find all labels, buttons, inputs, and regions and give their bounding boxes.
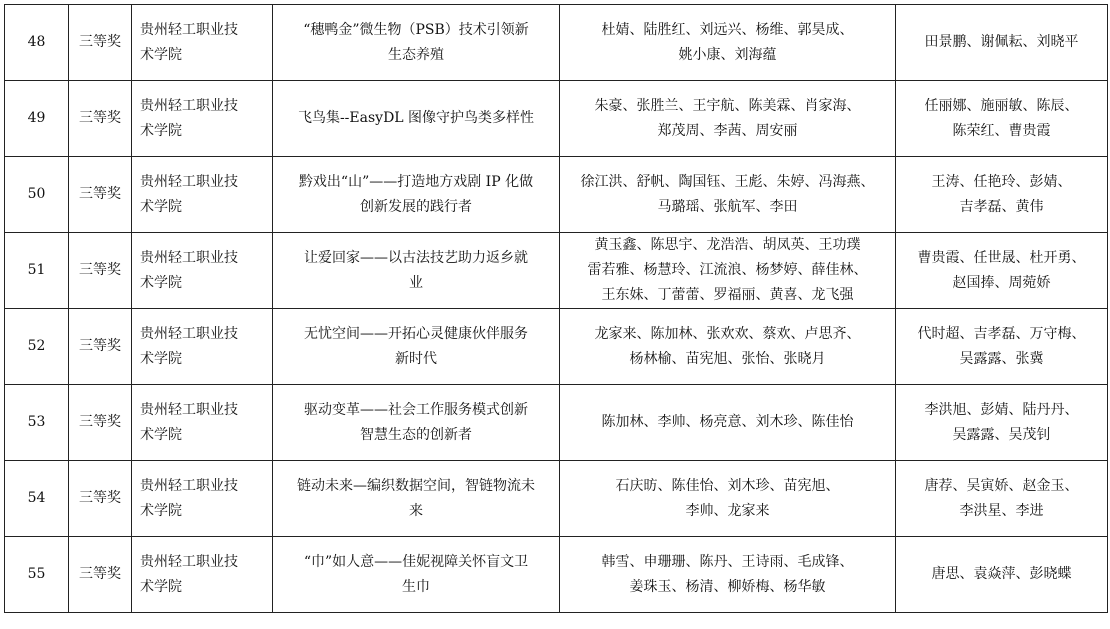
team-members-line: 雷若雅、杨慧玲、江流浪、杨梦婷、薛佳林、 [587,262,868,278]
advisors [896,233,1108,309]
advisors-line: 赵国捧、周菀娇 [952,274,1051,291]
team-members [560,81,896,157]
school-name-line: 贵州轻工职业技 [140,249,238,266]
school-name-line: 术学院 [140,274,182,291]
advisors [896,5,1108,81]
row-number: 54 [5,461,69,537]
team-members [560,537,896,613]
project-title-line: 让爱回家——以古法技艺助力返乡就 [304,249,528,266]
team-members-line: 姚小康、刘海蕴 [678,46,777,63]
school-name-line: 术学院 [140,122,182,139]
award-level: 三等奖 [69,309,132,385]
table-row [5,157,1108,233]
row-number: 55 [5,537,69,613]
project-title-line: 智慧生态的创新者 [360,426,472,443]
school-name [132,157,273,233]
project-title [273,233,560,309]
school-name [132,233,273,309]
advisors-line: 代时超、吉孝磊、万守梅、 [917,325,1086,342]
awards-table-body [5,5,1108,613]
advisors [896,385,1108,461]
table-row [5,309,1108,385]
team-members [560,309,896,385]
team-members-line: 朱豪、张胜兰、王宇航、陈美霖、肖家海、 [594,97,861,114]
table-row [5,233,1108,309]
advisors [896,157,1108,233]
row-number: 49 [5,81,69,157]
project-title [273,157,560,233]
project-title-line: 无忧空间——开拓心灵健康伙伴服务 [304,325,528,342]
award-level: 三等奖 [69,233,132,309]
advisors-line: 唐思、袁焱萍、彭晓蝶 [931,566,1072,582]
project-title-line: 飞鸟集--EasyDL 图像守护鸟类多样性 [297,110,535,126]
school-name [132,309,273,385]
project-title [273,309,560,385]
school-name [132,81,273,157]
school-name [132,385,273,461]
school-name [132,5,273,81]
table-row [5,5,1108,81]
school-name-line: 贵州轻工职业技 [140,97,238,114]
advisors-line: 吉孝磊、黄伟 [959,198,1044,215]
table-row [5,461,1108,537]
team-members-line: 马璐瑶、张航军、李田 [657,198,798,215]
advisors-line: 李洪旭、彭婧、陆丹丹、 [924,401,1079,418]
project-title-line: 新时代 [395,350,437,367]
project-title-line: 创新发展的践行者 [360,198,472,215]
project-title-line: 业 [409,274,423,291]
team-members-line: 杨林榆、苗宪旭、张怡、张晓月 [629,350,826,367]
school-name-line: 贵州轻工职业技 [140,477,238,494]
project-title-line: 驱动变革——社会工作服务模式创新 [304,401,528,418]
school-name-line: 贵州轻工职业技 [140,173,238,190]
school-name-line: 术学院 [140,578,182,595]
advisors-line: 任丽娜、施丽敏、陈辰、 [924,97,1079,114]
advisors-line: 曹贵霞、任世晟、杜开勇、 [917,249,1086,266]
award-level: 三等奖 [69,81,132,157]
table-row [5,81,1108,157]
advisors-line: 王涛、任艳玲、彭婧、 [931,173,1072,190]
project-title [273,537,560,613]
team-members-line: 郑茂周、李茜、周安丽 [657,122,798,139]
advisors-line: 田景鹏、谢佩耘、刘晓平 [924,34,1079,50]
award-level: 三等奖 [69,157,132,233]
advisors-line: 吴露露、吴茂钊 [952,426,1051,443]
award-level: 三等奖 [69,461,132,537]
project-title [273,81,560,157]
team-members [560,233,896,309]
advisors-line: 李洪星、李进 [959,502,1044,519]
project-title-line: 生巾 [402,578,430,595]
project-title [273,461,560,537]
award-level: 三等奖 [69,5,132,81]
project-title-line: 生态养殖 [388,46,444,63]
team-members-line: 龙家来、陈加林、张欢欢、蔡欢、卢思齐、 [594,325,861,342]
school-name-line: 贵州轻工职业技 [140,325,238,342]
team-members-line: 李帅、龙家来 [685,502,770,519]
row-number: 53 [5,385,69,461]
school-name [132,537,273,613]
team-members [560,461,896,537]
team-members [560,5,896,81]
awards-table [4,4,1108,613]
school-name-line: 贵州轻工职业技 [140,401,238,418]
award-level: 三等奖 [69,537,132,613]
team-members-line: 王东妹、丁蕾蕾、罗福丽、黄喜、龙飞强 [601,287,854,303]
project-title-line: 黔戏出“山”——打造地方戏剧 IP 化做 [298,173,534,190]
project-title-line: 链动未来—编织数据空间，智链物流未 [297,477,535,494]
team-members [560,157,896,233]
team-members-line: 黄玉鑫、陈思宇、龙浩浩、胡凤英、王功璞 [594,237,861,253]
school-name-line: 术学院 [140,350,182,367]
row-number: 48 [5,5,69,81]
team-members-line: 姜珠玉、杨清、柳娇梅、杨华敏 [629,578,826,595]
row-number: 50 [5,157,69,233]
team-members-line: 杜婧、陆胜红、刘远兴、杨维、郭昊成、 [601,21,854,38]
project-title-line: “穗鸭金”微生物（PSB）技术引领新 [303,21,529,38]
school-name-line: 术学院 [140,46,182,63]
award-level: 三等奖 [69,385,132,461]
advisors [896,81,1108,157]
team-members-line: 陈加林、李帅、杨亮意、刘木珍、陈佳怡 [601,414,854,430]
school-name-line: 术学院 [140,502,182,519]
table-row [5,385,1108,461]
table-row [5,537,1108,613]
advisors [896,537,1108,613]
advisors [896,309,1108,385]
project-title-line: 来 [409,502,423,519]
team-members [560,385,896,461]
project-title [273,5,560,81]
advisors-line: 陈荣红、曹贵霞 [952,122,1051,139]
project-title [273,385,560,461]
school-name-line: 术学院 [140,198,182,215]
row-number: 51 [5,233,69,309]
school-name-line: 贵州轻工职业技 [140,21,238,38]
advisors [896,461,1108,537]
advisors-line: 唐荐、吴寅娇、赵金玉、 [924,477,1079,494]
team-members-line: 徐江洪、舒帆、陶国钰、王彪、朱婷、冯海燕、 [580,173,875,190]
advisors-line: 吴露露、张冀 [959,350,1044,367]
school-name [132,461,273,537]
school-name-line: 术学院 [140,426,182,443]
team-members-line: 韩雪、申珊珊、陈丹、王诗雨、毛成锋、 [601,553,854,570]
project-title-line: “巾”如人意——佳妮视障关怀盲文卫 [303,553,529,570]
team-members-line: 石庆昉、陈佳怡、刘木珍、苗宪旭、 [615,477,840,494]
row-number: 52 [5,309,69,385]
school-name-line: 贵州轻工职业技 [140,553,238,570]
